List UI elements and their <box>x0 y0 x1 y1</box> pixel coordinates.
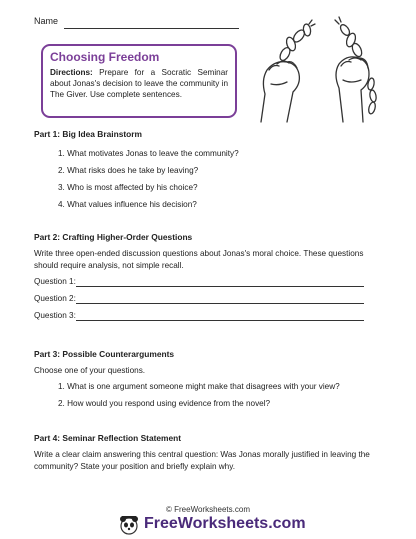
directions-text: Prepare for a Socratic Seminar about Jonas's decision to leave the community in The Giver. Use complete sentences. <box>50 68 228 99</box>
worksheet-title: Choosing Freedom <box>50 50 160 64</box>
question-3-field[interactable] <box>34 311 364 323</box>
logo-text <box>144 515 306 533</box>
footer-url: © FreeWorksheets.com <box>166 505 250 514</box>
list-item: 3. Who is most affected by his choice? <box>58 183 198 192</box>
list-item: 4. What values influence his decision? <box>58 200 197 209</box>
directions <box>50 67 228 100</box>
site-logo[interactable] <box>118 514 318 536</box>
part2-instructions: Write three open-ended discussion questions about Jonas's moral choice. These questions should require analysis, not simple recall. <box>34 249 364 270</box>
part4-instructions: Write a clear claim answering this central question: Was Jonas morally justified in leaving the community? State your position and briefly explain why. <box>34 450 370 471</box>
logo-worksheets: Worksheets.com <box>177 515 306 532</box>
list-item: 1. What motivates Jonas to leave the community? <box>58 149 239 158</box>
list-item: 1. What is one argument someone might make that disagrees with your view? <box>58 382 340 391</box>
name-field[interactable] <box>34 16 244 32</box>
name-label: Name <box>34 16 59 26</box>
directions-label: Directions: <box>50 68 93 77</box>
logo-free: Free <box>144 515 178 532</box>
panda-icon <box>118 514 140 536</box>
title-box <box>41 44 237 118</box>
list-item: 2. How would you respond using evidence from the novel? <box>58 399 271 408</box>
list-item: 2. What risks does he take by leaving? <box>58 166 199 175</box>
broken-chain-hands-illustration <box>247 14 387 124</box>
part1-title: Part 1: Big Idea Brainstorm <box>34 129 142 139</box>
answer-line[interactable] <box>76 303 364 304</box>
question-label: Question 3: <box>34 311 76 320</box>
question-1-field[interactable] <box>34 277 364 289</box>
question-label: Question 2: <box>34 294 76 303</box>
question-2-field[interactable] <box>34 294 364 306</box>
part3-instructions: Choose one of your questions. <box>34 366 146 375</box>
question-label: Question 1: <box>34 277 76 286</box>
part2-title: Part 2: Crafting Higher-Order Questions <box>34 232 193 242</box>
name-line[interactable] <box>64 28 239 29</box>
answer-line[interactable] <box>76 286 364 287</box>
part4-title: Part 4: Seminar Reflection Statement <box>34 433 182 443</box>
part3-title: Part 3: Possible Counterarguments <box>34 349 175 359</box>
answer-line[interactable] <box>76 320 364 321</box>
